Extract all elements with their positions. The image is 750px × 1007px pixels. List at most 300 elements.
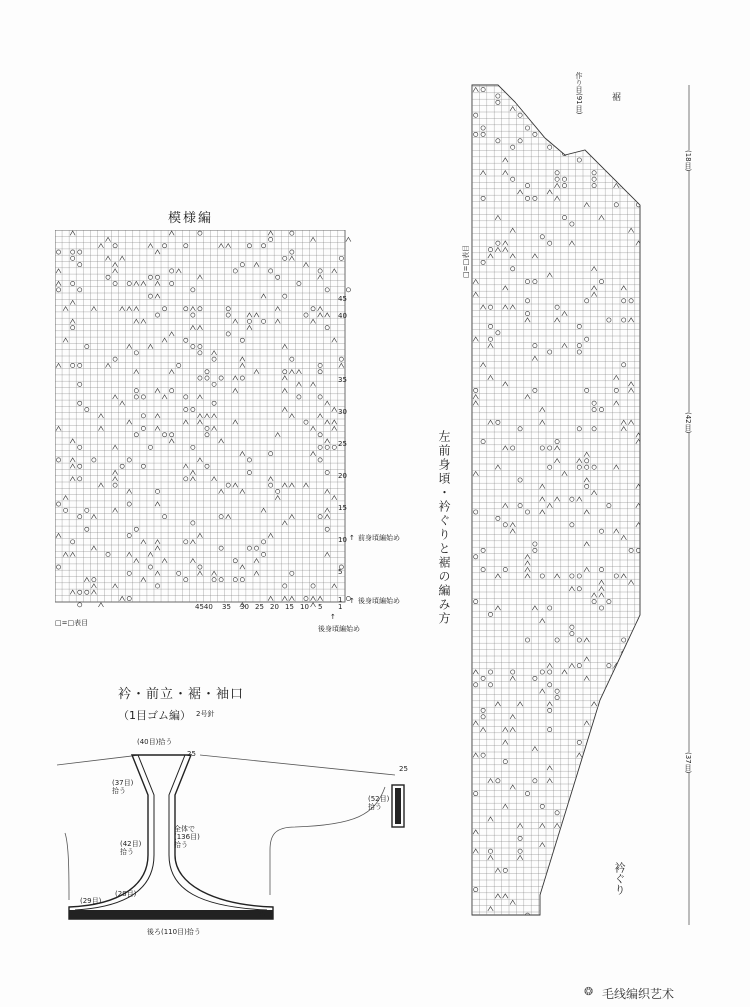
- dim-label-42: (42目): [684, 412, 692, 434]
- decrease-symbol: [70, 319, 75, 323]
- decrease-symbol: [254, 370, 259, 374]
- yarn-over-symbol: [592, 599, 596, 603]
- yarn-over-symbol: [191, 344, 195, 348]
- decrease-symbol: [554, 574, 559, 578]
- yarn-over-symbol: [226, 313, 230, 317]
- pattern-row-35: 35: [338, 376, 347, 384]
- decrease-symbol: [141, 319, 146, 323]
- yarn-over-symbol: [113, 281, 117, 285]
- decrease-symbol: [254, 263, 259, 267]
- yarn-over-symbol: [71, 326, 75, 330]
- yarn-over-symbol: [555, 811, 559, 815]
- yarn-over-symbol: [592, 887, 596, 891]
- yarn-over-symbol: [290, 231, 294, 235]
- decrease-symbol: [233, 319, 238, 323]
- yarn-over-symbol: [540, 113, 544, 117]
- yarn-over-symbol: [636, 695, 640, 699]
- decrease-symbol: [488, 375, 493, 379]
- decrease-symbol: [120, 596, 125, 600]
- yarn-over-symbol: [283, 370, 287, 374]
- yarn-over-symbol: [577, 574, 581, 578]
- decrease-symbol: [636, 887, 641, 891]
- yarn-over-symbol: [533, 132, 537, 136]
- decrease-symbol: [127, 307, 132, 311]
- decrease-symbol: [169, 370, 174, 374]
- decrease-symbol: [56, 269, 61, 273]
- decrease-symbol: [510, 785, 515, 789]
- yarn-over-symbol: [474, 599, 478, 603]
- decrease-symbol: [332, 584, 337, 588]
- decrease-symbol: [318, 313, 323, 317]
- pattern-col-20: 20: [270, 603, 279, 611]
- schematic-title: 衿・前立・裾・袖口: [118, 687, 245, 702]
- decrease-symbol: [91, 546, 96, 550]
- yarn-over-symbol: [599, 279, 603, 283]
- decrease-symbol: [569, 241, 574, 245]
- yarn-over-symbol: [247, 244, 251, 248]
- yarn-over-symbol: [496, 100, 500, 104]
- yarn-over-symbol: [496, 94, 500, 98]
- yarn-over-symbol: [261, 540, 265, 544]
- decrease-symbol: [532, 87, 537, 91]
- decrease-symbol: [540, 619, 545, 623]
- decrease-symbol: [584, 676, 589, 680]
- yarn-over-symbol: [318, 269, 322, 273]
- decrease-symbol: [311, 596, 316, 600]
- decrease-symbol: [480, 171, 485, 175]
- yarn-over-symbol: [297, 281, 301, 285]
- front-start-arrow-icon: ↑: [349, 534, 355, 542]
- decrease-symbol: [318, 414, 323, 418]
- yarn-over-symbol: [191, 313, 195, 317]
- decrease-symbol: [105, 363, 110, 367]
- yarn-over-symbol: [261, 244, 265, 248]
- decrease-symbol: [606, 702, 611, 706]
- decrease-symbol: [591, 286, 596, 290]
- yarn-over-symbol: [525, 510, 529, 514]
- decrease-symbol: [584, 868, 589, 872]
- yarn-over-symbol: [474, 555, 478, 559]
- yarn-over-symbol: [481, 708, 485, 712]
- decrease-symbol: [183, 464, 188, 468]
- decrease-symbol: [63, 307, 68, 311]
- decrease-symbol: [91, 307, 96, 311]
- decrease-symbol: [547, 663, 552, 667]
- decrease-symbol: [577, 862, 582, 866]
- yarn-over-symbol: [191, 407, 195, 411]
- decrease-symbol: [275, 496, 280, 500]
- decrease-symbol: [584, 567, 589, 571]
- decrease-symbol: [614, 529, 619, 533]
- decrease-symbol: [134, 319, 139, 323]
- yarn-over-symbol: [78, 401, 82, 405]
- decrease-symbol: [614, 798, 619, 802]
- yarn-over-symbol: [290, 357, 294, 361]
- yarn-over-symbol: [548, 350, 552, 354]
- yarn-over-symbol: [548, 670, 552, 674]
- decrease-symbol: [503, 286, 508, 290]
- decrease-symbol: [197, 533, 202, 537]
- yarn-over-symbol: [518, 836, 522, 840]
- dimension-line: [683, 85, 695, 925]
- decrease-symbol: [98, 603, 103, 607]
- decrease-symbol: [510, 715, 515, 719]
- yarn-over-symbol: [71, 256, 75, 260]
- yarn-over-symbol: [548, 683, 552, 687]
- decrease-symbol: [547, 190, 552, 194]
- yarn-over-symbol: [540, 574, 544, 578]
- decrease-symbol: [70, 464, 75, 468]
- decrease-symbol: [113, 263, 118, 267]
- yarn-over-symbol: [106, 552, 110, 556]
- decrease-symbol: [190, 470, 195, 474]
- decrease-symbol: [268, 231, 273, 235]
- decrease-symbol: [113, 477, 118, 481]
- decrease-symbol: [599, 587, 604, 591]
- decrease-symbol: [197, 326, 202, 330]
- yarn-over-symbol: [184, 244, 188, 248]
- yarn-over-symbol: [318, 363, 322, 367]
- yarn-over-symbol: [562, 183, 566, 187]
- decrease-symbol: [591, 727, 596, 731]
- yarn-over-symbol: [269, 483, 273, 487]
- schematic-diagram: [55, 735, 435, 940]
- yarn-over-symbol: [488, 612, 492, 616]
- decrease-symbol: [289, 596, 294, 600]
- decrease-symbol: [584, 510, 589, 514]
- decrease-symbol: [569, 587, 574, 591]
- decrease-symbol: [155, 546, 160, 550]
- yarn-over-symbol: [548, 606, 552, 610]
- yarn-over-symbol: [555, 177, 559, 181]
- decrease-symbol: [311, 382, 316, 386]
- yarn-over-symbol: [290, 250, 294, 254]
- decrease-symbol: [621, 427, 626, 431]
- yarn-over-symbol: [585, 465, 589, 469]
- decrease-symbol: [562, 670, 567, 674]
- yarn-over-symbol: [525, 126, 529, 130]
- decrease-symbol: [98, 426, 103, 430]
- yarn-over-symbol: [290, 571, 294, 575]
- decrease-symbol: [628, 651, 633, 655]
- decrease-symbol: [148, 244, 153, 248]
- yarn-over-symbol: [155, 313, 159, 317]
- yarn-over-symbol: [570, 811, 574, 815]
- yarn-over-symbol: [518, 139, 522, 143]
- back-start-arrow-icon: ↑: [349, 597, 355, 605]
- yarn-over-symbol: [56, 502, 60, 506]
- decrease-symbol: [282, 521, 287, 525]
- decrease-symbol: [540, 407, 545, 411]
- yarn-over-symbol: [233, 559, 237, 563]
- yarn-over-symbol: [127, 571, 131, 575]
- decrease-symbol: [169, 231, 174, 235]
- decrease-symbol: [628, 580, 633, 584]
- decrease-symbol: [562, 311, 567, 315]
- decrease-symbol: [155, 426, 160, 430]
- yarn-over-symbol: [198, 307, 202, 311]
- yarn-over-symbol: [113, 244, 117, 248]
- yarn-over-symbol: [496, 241, 500, 245]
- yarn-over-symbol: [533, 388, 537, 392]
- yarn-over-symbol: [614, 574, 618, 578]
- decrease-symbol: [488, 855, 493, 859]
- yarn-over-symbol: [205, 376, 209, 380]
- decrease-symbol: [141, 578, 146, 582]
- decrease-symbol: [332, 407, 337, 411]
- pattern-col-25: 25: [255, 603, 264, 611]
- yarn-over-symbol: [599, 407, 603, 411]
- yarn-over-symbol: [525, 196, 529, 200]
- decrease-symbol: [339, 363, 344, 367]
- yarn-over-symbol: [622, 363, 626, 367]
- yarn-over-symbol: [261, 319, 265, 323]
- yarn-over-symbol: [184, 477, 188, 481]
- decrease-symbol: [325, 420, 330, 424]
- yarn-over-symbol: [170, 389, 174, 393]
- decrease-symbol: [495, 868, 500, 872]
- yarn-over-symbol: [585, 337, 589, 341]
- yarn-over-symbol: [78, 288, 82, 292]
- decrease-symbol: [325, 515, 330, 519]
- decrease-symbol: [332, 496, 337, 500]
- pattern-col-5: 5: [318, 603, 323, 611]
- decrease-symbol: [240, 565, 245, 569]
- decrease-symbol: [325, 313, 330, 317]
- yarn-over-symbol: [134, 389, 138, 393]
- yarn-over-symbol: [481, 548, 485, 552]
- decrease-symbol: [176, 269, 181, 273]
- pattern-legend: □=□表目: [55, 619, 89, 627]
- large-chart-title: 左前身頃・衿ぐりと裾の編み方: [437, 430, 451, 626]
- yarn-over-symbol: [325, 445, 329, 449]
- yarn-over-symbol: [318, 515, 322, 519]
- yarn-over-symbol: [85, 344, 89, 348]
- decrease-symbol: [91, 590, 96, 594]
- decrease-symbol: [190, 540, 195, 544]
- decrease-symbol: [98, 483, 103, 487]
- yarn-over-symbol: [511, 177, 515, 181]
- dim-label-37: (37目): [684, 752, 692, 774]
- pattern-row-20: 20: [338, 472, 347, 480]
- decrease-symbol: [510, 900, 515, 904]
- yarn-over-symbol: [570, 222, 574, 226]
- decrease-symbol: [473, 395, 478, 399]
- yarn-over-symbol: [562, 215, 566, 219]
- decrease-symbol: [621, 574, 626, 578]
- yarn-over-symbol: [488, 247, 492, 251]
- decrease-symbol: [554, 196, 559, 200]
- decrease-symbol: [540, 497, 545, 501]
- decrease-symbol: [332, 426, 337, 430]
- decrease-symbol: [628, 644, 633, 648]
- decrease-symbol: [540, 484, 545, 488]
- decrease-symbol: [525, 395, 530, 399]
- yarn-over-symbol: [496, 779, 500, 783]
- decrease-symbol: [134, 281, 139, 285]
- yarn-over-symbol: [170, 269, 174, 273]
- decrease-symbol: [599, 593, 604, 597]
- decrease-symbol: [614, 817, 619, 821]
- decrease-symbol: [289, 414, 294, 418]
- yarn-over-symbol: [503, 868, 507, 872]
- yarn-over-symbol: [570, 497, 574, 501]
- yarn-over-symbol: [614, 702, 618, 706]
- yarn-over-symbol: [85, 407, 89, 411]
- yarn-over-symbol: [548, 145, 552, 149]
- yarn-over-symbol: [518, 113, 522, 117]
- yarn-over-symbol: [240, 578, 244, 582]
- yarn-over-symbol: [622, 638, 626, 642]
- back-start-up-arrow-icon: ↑: [330, 613, 336, 621]
- yarn-over-symbol: [533, 548, 537, 552]
- decrease-symbol: [495, 465, 500, 469]
- decrease-symbol: [113, 395, 118, 399]
- cast-on-label: 作り目(91目): [575, 72, 583, 115]
- decrease-symbol: [226, 244, 231, 248]
- yarn-over-symbol: [78, 464, 82, 468]
- yarn-over-symbol: [570, 523, 574, 527]
- decrease-symbol: [190, 477, 195, 481]
- yarn-over-symbol: [481, 196, 485, 200]
- schematic-left-middle: (42目)拾う: [120, 840, 142, 856]
- decrease-symbol: [621, 734, 626, 738]
- yarn-over-symbol: [518, 503, 522, 507]
- yarn-over-symbol: [474, 113, 478, 117]
- decrease-symbol: [503, 247, 508, 251]
- yarn-over-symbol: [614, 772, 618, 776]
- decrease-symbol: [636, 715, 641, 719]
- decrease-symbol: [584, 478, 589, 482]
- yarn-over-symbol: [170, 281, 174, 285]
- decrease-symbol: [599, 215, 604, 219]
- decrease-symbol: [591, 113, 596, 117]
- yarn-over-symbol: [212, 401, 216, 405]
- yarn-over-symbol: [325, 326, 329, 330]
- decrease-symbol: [628, 420, 633, 424]
- yarn-over-symbol: [240, 338, 244, 342]
- decrease-symbol: [311, 452, 316, 456]
- yarn-over-symbol: [548, 465, 552, 469]
- decrease-symbol: [510, 254, 515, 258]
- yarn-over-symbol: [311, 307, 315, 311]
- decrease-symbol: [275, 433, 280, 437]
- yarn-over-symbol: [85, 508, 89, 512]
- decrease-symbol: [510, 727, 515, 731]
- yarn-over-symbol: [318, 433, 322, 437]
- yarn-over-symbol: [106, 275, 110, 279]
- yarn-over-symbol: [622, 318, 626, 322]
- yarn-over-symbol: [162, 515, 166, 519]
- decrease-symbol: [584, 779, 589, 783]
- yarn-over-symbol: [56, 288, 60, 292]
- yarn-over-symbol: [577, 350, 581, 354]
- decrease-symbol: [63, 338, 68, 342]
- decrease-symbol: [134, 370, 139, 374]
- yarn-over-symbol: [555, 126, 559, 130]
- yarn-over-symbol: [548, 727, 552, 731]
- decrease-symbol: [480, 305, 485, 309]
- decrease-symbol: [91, 584, 96, 588]
- decrease-symbol: [212, 477, 217, 481]
- pattern-col-35: 35: [222, 603, 231, 611]
- yarn-over-symbol: [155, 489, 159, 493]
- decrease-symbol: [473, 721, 478, 725]
- decrease-symbol: [162, 395, 167, 399]
- decrease-symbol: [197, 458, 202, 462]
- yarn-over-symbol: [577, 324, 581, 328]
- decrease-symbol: [70, 300, 75, 304]
- decrease-symbol: [591, 151, 596, 155]
- yarn-over-symbol: [127, 281, 131, 285]
- pattern-chart-title: 模様編: [168, 211, 214, 226]
- pattern-col-10: 10: [300, 603, 309, 611]
- yarn-over-symbol: [184, 395, 188, 399]
- decrease-symbol: [599, 126, 604, 130]
- decrease-symbol: [503, 305, 508, 309]
- decrease-symbol: [503, 727, 508, 731]
- decrease-symbol: [233, 483, 238, 487]
- decrease-symbol: [197, 420, 202, 424]
- yarn-over-symbol: [503, 523, 507, 527]
- decrease-symbol: [621, 715, 626, 719]
- decrease-symbol: [56, 281, 61, 285]
- yarn-over-symbol: [127, 458, 131, 462]
- yarn-over-symbol: [540, 446, 544, 450]
- decrease-symbol: [70, 590, 75, 594]
- yarn-over-symbol: [155, 584, 159, 588]
- pattern-col-1: 1: [338, 603, 343, 611]
- pattern-col-15: 15: [285, 603, 294, 611]
- hem-label: 裾: [610, 92, 620, 101]
- yarn-over-symbol: [577, 830, 581, 834]
- yarn-over-symbol: [339, 357, 343, 361]
- decrease-symbol: [219, 244, 224, 248]
- yarn-over-symbol: [570, 625, 574, 629]
- decrease-symbol: [169, 332, 174, 336]
- back-start-marker-under: 後身頃編始め: [318, 625, 360, 633]
- decrease-symbol: [577, 459, 582, 463]
- decrease-symbol: [510, 107, 515, 111]
- yarn-over-symbol: [127, 596, 131, 600]
- yarn-over-symbol: [141, 414, 145, 418]
- schematic-subtitle: （1目ゴム編）: [118, 709, 191, 722]
- yarn-over-symbol: [78, 250, 82, 254]
- yarn-over-symbol: [607, 907, 611, 911]
- large-chart-grid: [470, 80, 650, 925]
- decrease-symbol: [614, 401, 619, 405]
- dim-label-18: (18目): [684, 150, 692, 172]
- decrease-symbol: [197, 395, 202, 399]
- yarn-over-symbol: [488, 324, 492, 328]
- yarn-over-symbol: [254, 546, 258, 550]
- yarn-over-symbol: [325, 527, 329, 531]
- schematic-bottom-center: 後ろ(110目)拾う: [147, 928, 201, 936]
- yarn-over-symbol: [488, 683, 492, 687]
- yarn-over-symbol: [496, 331, 500, 335]
- decrease-symbol: [197, 414, 202, 418]
- yarn-over-symbol: [533, 279, 537, 283]
- yarn-over-symbol: [570, 631, 574, 635]
- schematic-sleeve-pick: (52目)拾う: [368, 795, 390, 811]
- yarn-over-symbol: [577, 427, 581, 431]
- yarn-over-symbol: [162, 433, 166, 437]
- decrease-symbol: [155, 250, 160, 254]
- decrease-symbol: [584, 542, 589, 546]
- yarn-over-symbol: [533, 343, 537, 347]
- yarn-over-symbol: [311, 584, 315, 588]
- yarn-over-symbol: [233, 578, 237, 582]
